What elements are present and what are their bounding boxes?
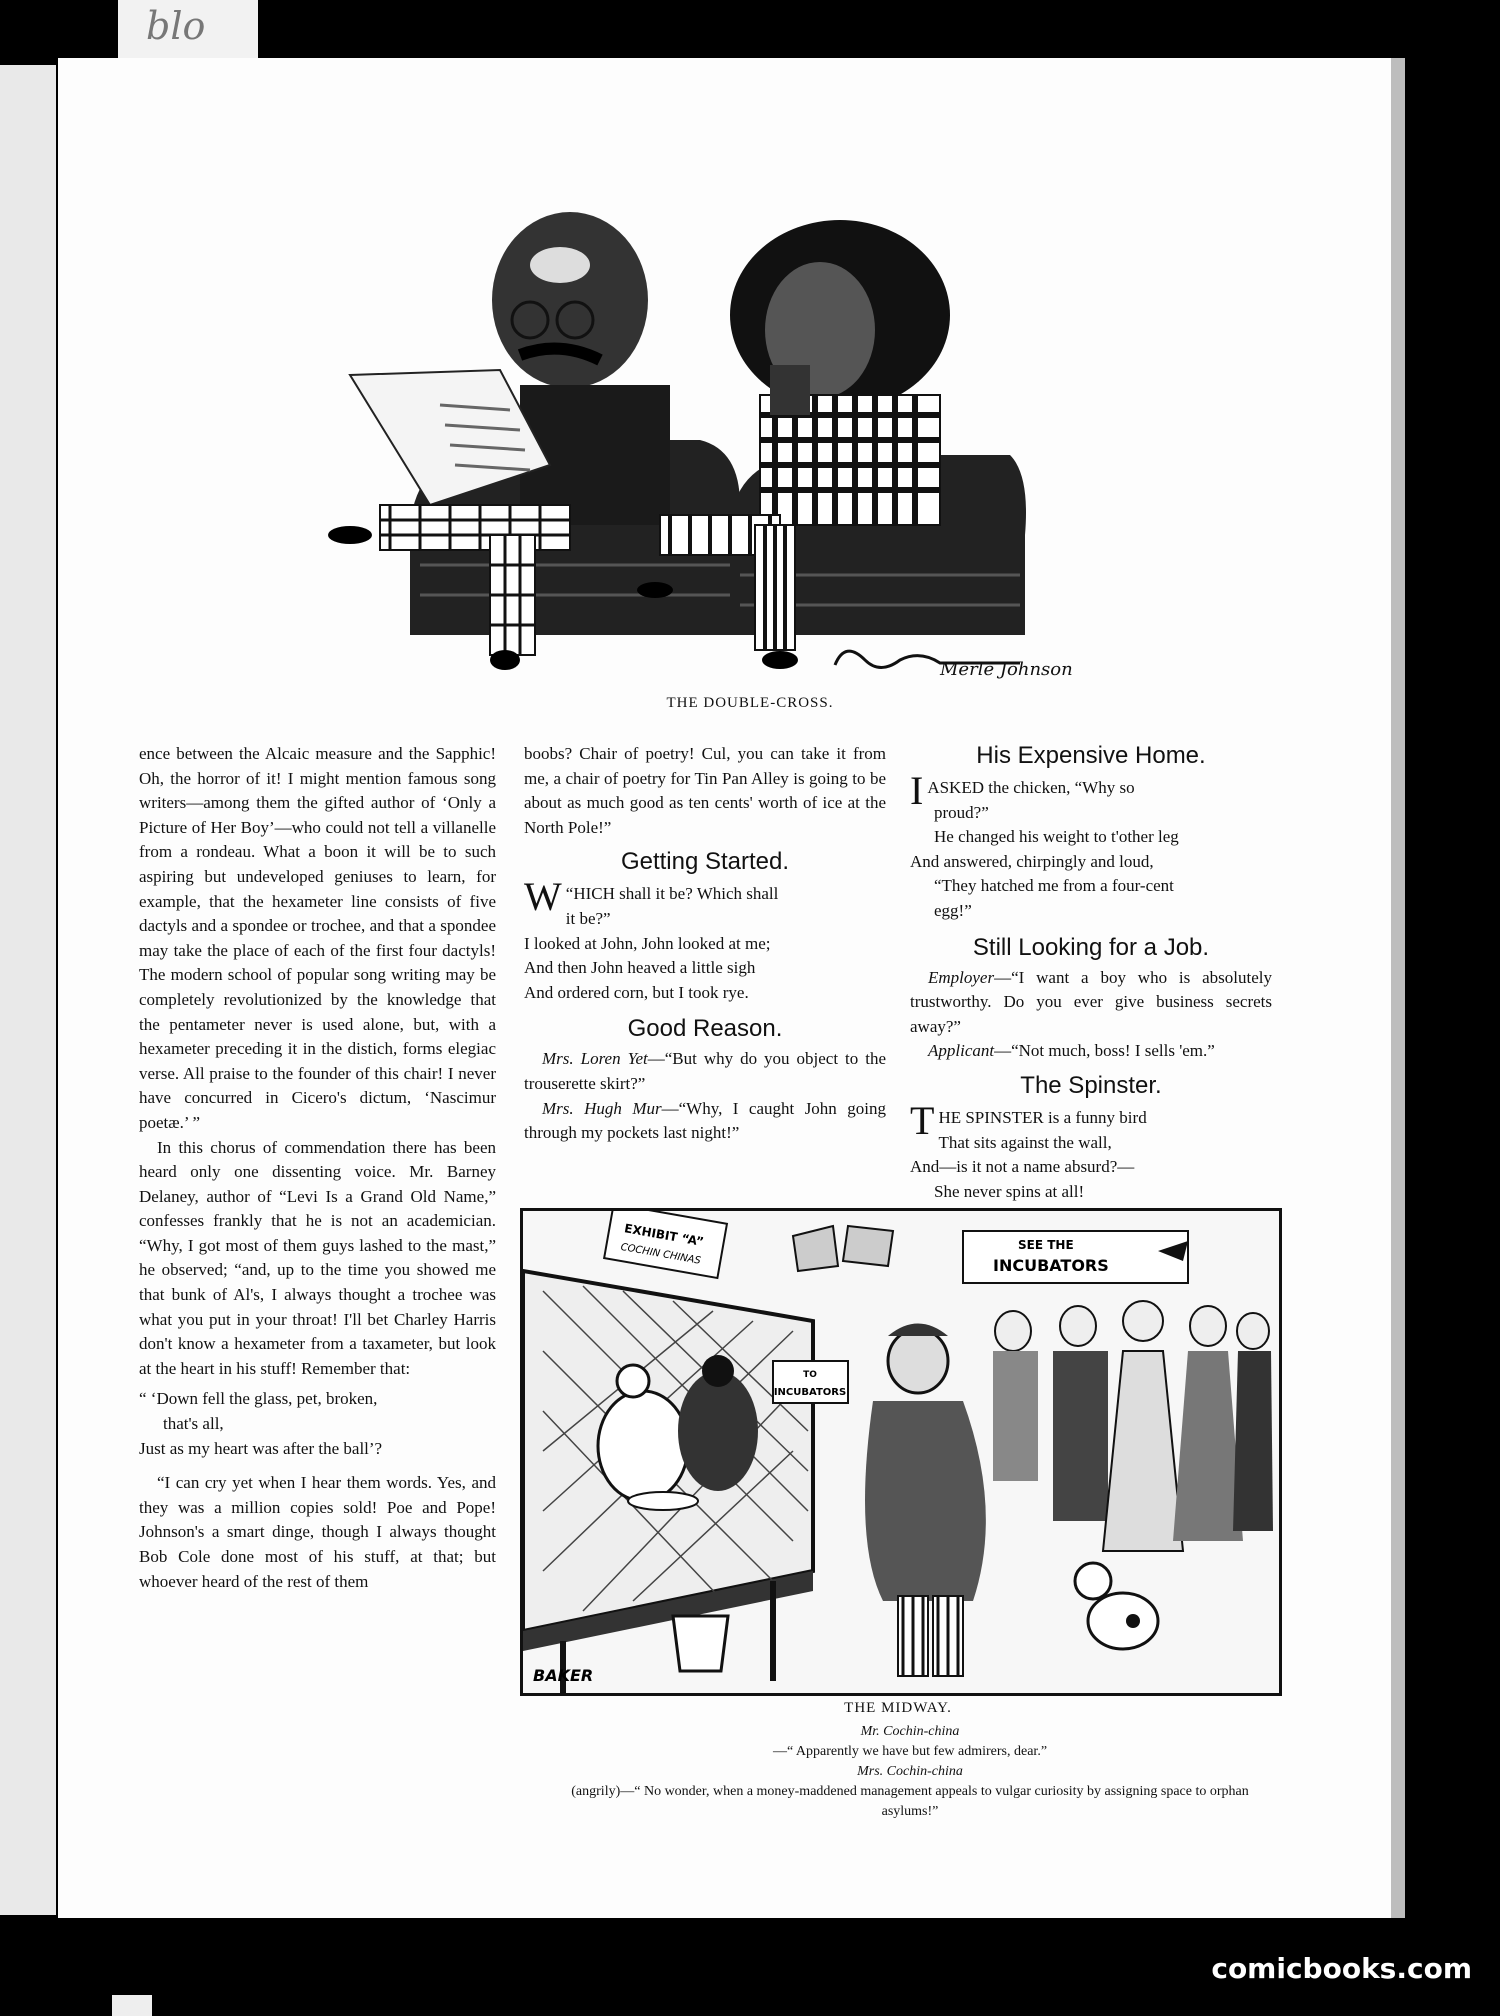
paragraph: In this chorus of commendation there has been heard only one dissenting voice. Mr. Barney Delaney, author of “Levi Is a Grand Old Name,” confesses frankly that he is not an academician. “Why, I got most of them guys lashed to the mast,” he observed; “and, up to the time you showed me that bunk of Al's, I always thought a trochee was what you put in your throat! I'll bet Charley Harris don't know a hexameter from a taxameter, but look at the heart in his stuff! Remember that:	[139, 1137, 496, 1378]
double-cross-illustration	[320, 205, 1110, 685]
poem-getting-started: “ W HICH shall it be? Which shall it be?” I looked at John, John looked at me; And then John heaved a little sigh And ordered corn, but I took rye.	[524, 874, 779, 1002]
poem-expensive-home: IASKED the chicken, “Why so proud?” He changed his weight to t'other leg And answered, chirpingly and loud, “They hatched me from a four-cent egg!”	[910, 768, 1179, 920]
caption-line: Mr. Cochin-china —“ Apparently we have but few admirers, dear.”	[772, 1724, 1048, 1759]
dialogue-line: Mrs. Loren Yet—“But why do you object to the trouserette skirt?”	[524, 1049, 886, 1093]
heading-expensive-home: His Expensive Home.	[976, 742, 1206, 769]
cartoon-caption: THE DOUBLE-CROSS.	[666, 695, 834, 711]
dialogue-line: Applicant—“Not much, boss! I sells 'em.”	[928, 1041, 1215, 1061]
heading-getting-started: Getting Started.	[620, 848, 790, 876]
page-edge	[1391, 58, 1405, 1918]
caption-line: Mrs. Cochin-china (angrily)—“ No wonder, when a money-maddened management appeals to vulgar curiosity by assigning space to orphan asylums!”	[571, 1764, 1249, 1819]
heading-looking-for-job: Still Looking for a Job.	[972, 933, 1210, 961]
poem-spinster: THE SPINSTER is a funny bird That sits against the wall, And—is it not a name absurd?— She never spins at all!	[910, 1097, 1147, 1201]
paper-scrap	[118, 0, 258, 58]
paragraph: ence between the Alcaic measure and the Sapphic! Oh, the horror of it! I might mention famous song writers—among them the gifted author of ‘Only a Picture of Her Boy’—who could not tell a villanelle from a rondeau. What a boon it will be to such aspiring but undeveloped geniuses to learn, for example, that the hexameter line consists of five dactyls and a spondee or trochee, and that a spondee may take the place of each of the first four dactyls! The modern school of popular song writing may be completely revolutionized by the knowledge that the pentameter never is used alone, but, with a hexameter preceding it in the distich, forms elegiac verse. All praise to the founder of this chair! I never have concurred in Cicero's dictum, ‘Nascimur poetæ.’ ”	[139, 744, 496, 1132]
paper-scrap	[112, 1995, 152, 2016]
heading-spinster: The Spinster.	[1020, 1071, 1162, 1099]
artist-signature: Merle Johnson	[940, 659, 1073, 680]
midway-illustration	[520, 1208, 1282, 1696]
paragraph: boobs? Chair of poetry! Cul, you can take it from me, a chair of poetry for Tin Pan Alley is going to be about as much good as ten cents' worth of ice at the North Pole!”	[524, 744, 886, 837]
sign-to: TO	[803, 1370, 817, 1380]
verse-quote: “ ‘Down fell the glass, pet, broken, that's all, Just as my heart was after the ball’?	[139, 1389, 383, 1458]
cartoon-caption: THE MIDWAY.	[844, 1700, 952, 1716]
dialogue-line: Employer—“I want a boy who is absolutely trustworthy. Do you ever give business secrets away?”	[910, 967, 1272, 1036]
left-page-edge	[0, 65, 56, 1915]
site-watermark: comicbooks.com	[1211, 1952, 1472, 1985]
dialogue-line: Mrs. Hugh Mur—“Why, I caught John going through my pockets last night!”	[524, 1098, 886, 1143]
paragraph: “I can cry yet when I hear them words. Yes, and they was a million copies sold! Poe and Pope! Johnson's a smart dinge, though I always thought Bob Cole done most of his stuff, at that; but whoever heard of the rest of them	[139, 1473, 496, 1591]
drop-cap: T	[910, 1097, 935, 1143]
scrap-text: blo	[146, 4, 206, 48]
drop-cap: W	[524, 874, 562, 920]
cartoon-dialogue	[560, 1722, 1260, 1822]
artist-signature: BAKER	[533, 1666, 594, 1685]
sign-to-incubators: INCUBATORS	[773, 1387, 847, 1398]
heading-good-reason: Good Reason.	[627, 1015, 783, 1043]
sign-incubators: INCUBATORS	[993, 1256, 1109, 1275]
article-column-3	[910, 742, 1272, 1214]
sign-exhibit-a: EXHIBIT “A”	[623, 1221, 705, 1249]
sign-cochin-chinas: COCHIN CHINAS	[619, 1241, 702, 1267]
drop-cap: I	[910, 768, 924, 813]
sign-see-the: SEE THE	[1018, 1238, 1074, 1252]
article-column-2	[524, 742, 886, 1146]
article-column-1	[139, 742, 496, 1594]
